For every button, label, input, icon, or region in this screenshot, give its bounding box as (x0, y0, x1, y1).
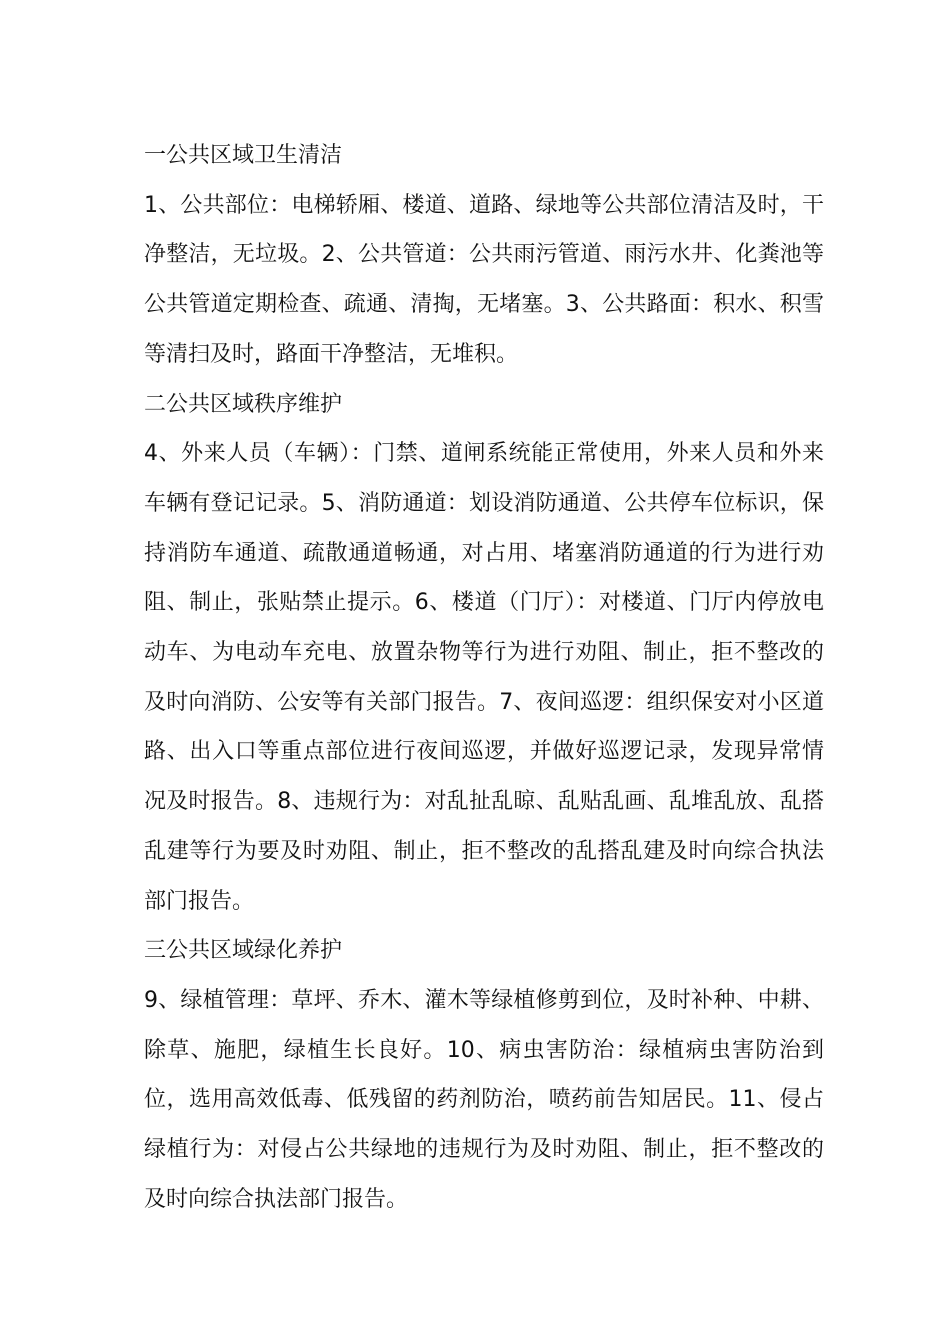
document-body (144, 131, 824, 1224)
section-text-3: 9、绿植管理：草坪、乔木、灌木等绿植修剪到位，及时补种、中耕、除草、施肥，绿植生长良好。10、病虫害防治：绿植病虫害防治到位，选用高效低毒、低残留的药剂防治，喷药前告知居民。11、侵占绿植行为：对侵占公共绿地的违规行为及时劝阻、制止，拒不整改的及时向综合执法部门报告。 (144, 987, 824, 1212)
section-heading-3: 三公共区域绿化养护 (144, 938, 343, 964)
section-text-1: 1、公共部位：电梯轿厢、楼道、道路、绿地等公共部位清洁及时，干净整洁，无垃圾。2、公共管道：公共雨污管道、雨污水井、化粪池等公共管道定期检查、疏通、清掏，无堵塞。3、公共路面：积水、积雪等清扫及时，路面干净整洁，无堆积。 (144, 192, 824, 367)
section-heading-2: 二公共区域秩序维护 (144, 391, 343, 417)
section-text-2: 4、外来人员（车辆）：门禁、道闸系统能正常使用，外来人员和外来车辆有登记记录。5、消防通道：划设消防通道、公共停车位标识，保持消防车通道、疏散通道畅通，对占用、堵塞消防通道的行为进行劝阻、制止，张贴禁止提示。6、楼道（门厅）：对楼道、门厅内停放电动车、为电动车充电、放置杂物等行为进行劝阻、制止，拒不整改的及时向消防、公安等有关部门报告。7、夜间巡逻：组织保安对小区道路、出入口等重点部位进行夜间巡逻，并做好巡逻记录，发现异常情况及时报告。8、违规行为：对乱扯乱晾、乱贴乱画、乱堆乱放、乱搭乱建等行为要及时劝阻、制止，拒不整改的乱搭乱建及时向综合执法部门报告。 (144, 441, 824, 914)
section-heading-1: 一公共区域卫生清洁 (144, 143, 343, 168)
